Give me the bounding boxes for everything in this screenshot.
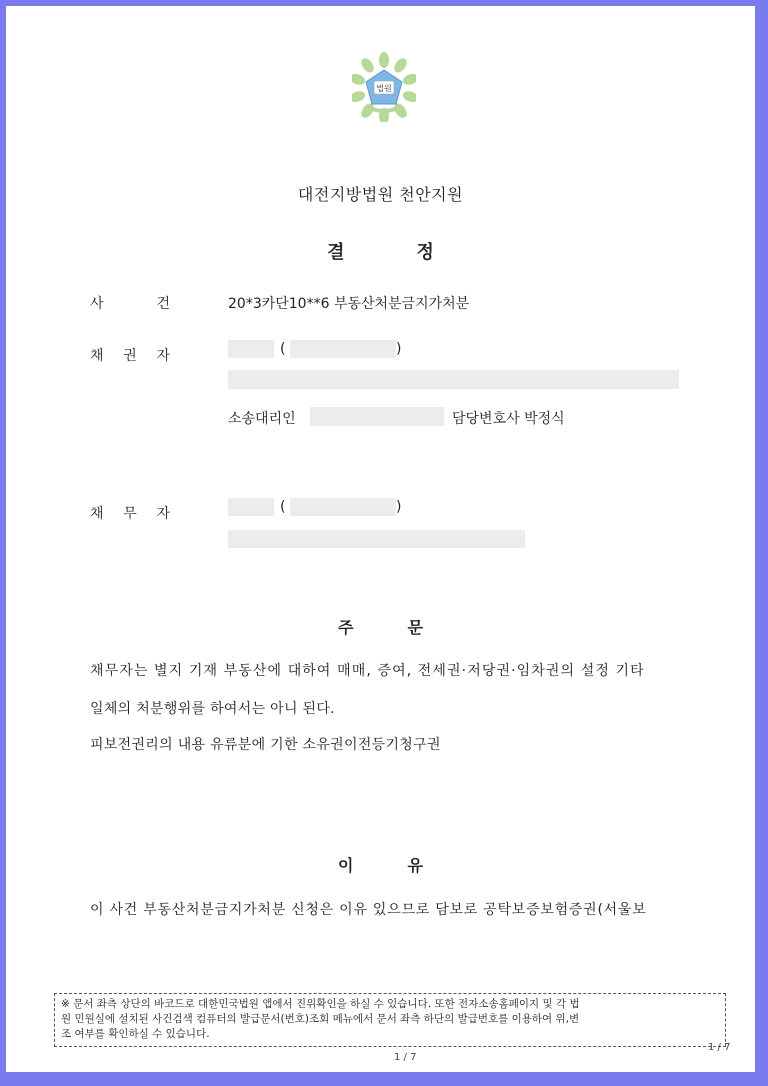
- creditor-address-redaction: [228, 370, 679, 389]
- case-number: 20*3카단10**6 부동산처분금지가처분: [228, 296, 470, 312]
- case-label-char-1: 사: [90, 296, 104, 312]
- order-line-2: 일체의 처분행위를 하여서는 아니 된다.: [90, 701, 335, 717]
- order-heading-char-1: 주: [338, 618, 354, 637]
- document-title: [6, 238, 755, 264]
- debtor-paren-close: ): [396, 499, 402, 515]
- debtor-label-char-1: 채: [90, 506, 104, 522]
- reason-heading-char-1: 이: [338, 856, 354, 875]
- order-line-3: 피보전권리의 내용 유류분에 기한 소유권이전등기청구권: [90, 737, 441, 753]
- creditor-agent-redaction: [310, 407, 444, 426]
- reason-line-1: 이 사건 부동산처분금지가처분 신청은 이유 있으므로 담보로 공탁보증보험증권(서울보: [90, 902, 647, 918]
- creditor-agent-suffix: 담당변호사 박정식: [452, 411, 565, 427]
- case-label: [90, 293, 170, 313]
- creditor-agent-prefix: 소송대리인: [228, 411, 296, 427]
- notice-line-1: ※ 문서 좌측 상단의 바코드로 대한민국법원 앱에서 진위확인을 하실 수 있습니다. 또한 전자소송홈페이지 및 각 법: [61, 998, 580, 1010]
- reason-heading: [6, 853, 755, 876]
- creditor-paren-close: ): [396, 341, 402, 357]
- debtor-label-char-3: 자: [156, 506, 170, 522]
- emblem-text: 법원: [376, 84, 392, 93]
- creditor-name-redaction: [228, 340, 274, 358]
- notice-line-2: 원 민원실에 설치된 사건검색 컴퓨터의 발급문서(번호)조회 메뉴에서 문서 좌측 하단의 발급번호를 이용하여 위,변: [61, 1013, 580, 1025]
- creditor-id-redaction: [290, 340, 396, 358]
- debtor-label: [90, 503, 170, 523]
- debtor-name-redaction: [228, 498, 274, 516]
- order-heading-char-2: 문: [407, 618, 423, 637]
- verification-notice: [54, 993, 726, 1047]
- order-heading: [6, 615, 755, 638]
- notice-line-3: 조 여부를 확인하실 수 있습니다.: [61, 1028, 210, 1040]
- title-char-2: 정: [416, 242, 434, 263]
- creditor-label-char-2: 권: [123, 348, 137, 364]
- document-page: [6, 6, 755, 1072]
- creditor-label-char-1: 채: [90, 348, 104, 364]
- creditor-label-char-3: 자: [156, 348, 170, 364]
- reason-heading-char-2: 유: [407, 856, 423, 875]
- debtor-paren-open: (: [280, 499, 286, 515]
- order-line-1: 채무자는 별지 기재 부동산에 대하여 매매, 증여, 전세권·저당권·임차권의 설정 기타: [90, 663, 645, 679]
- title-char-1: 결: [327, 242, 345, 263]
- creditor-label: [90, 345, 170, 365]
- page-number-right: 1 / 7: [708, 1042, 731, 1053]
- debtor-id-redaction: [290, 498, 396, 516]
- creditor-paren-open: (: [280, 341, 286, 357]
- court-name: 대전지방법원 천안지원: [297, 185, 464, 204]
- case-label-char-2: 건: [156, 296, 170, 312]
- court-emblem-icon: [352, 50, 416, 122]
- debtor-address-redaction: [228, 530, 525, 548]
- debtor-label-char-2: 무: [123, 506, 137, 522]
- page-number-center: 1 / 7: [394, 1052, 417, 1063]
